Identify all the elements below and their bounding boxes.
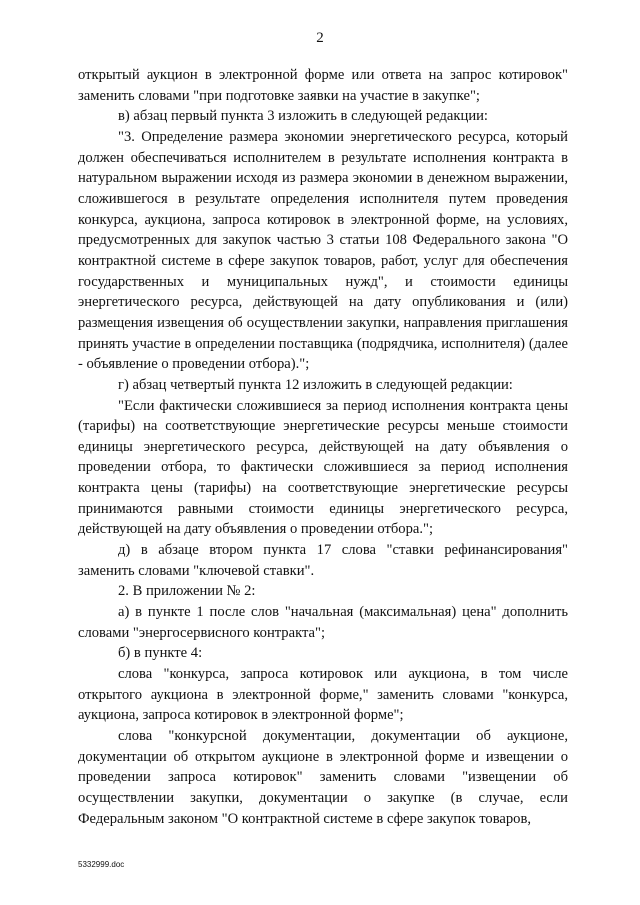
document-footer: 5332999.doc	[78, 860, 125, 869]
paragraph-item-g: г) абзац четвертый пункта 12 изложить в следующей редакции:	[118, 376, 513, 393]
document-body	[78, 65, 568, 829]
paragraph-item-v: в) абзац первый пункта 3 изложить в следующей редакции:	[118, 108, 488, 125]
paragraph-words-replace-1: слова "конкурса, запроса котировок или аукциона, в том числе открытого аукциона в электронной форме," заменить словами "конкурса, аукциона, запроса котировок в электронной форме";	[78, 666, 568, 724]
paragraph-item-b: б) в пункте 4:	[118, 645, 203, 662]
paragraph-words-replace-2: слова "конкурсной документации, документации об аукционе, документации об открытом аукционе в электронной форме и извещении о проведении запроса котировок" заменить словами "извещении об осуществлении закупки, документации о закупке (в случае, если Федеральным законом "О контрактной системе в сфере закупок товаров,	[78, 728, 568, 827]
paragraph-item-a: а) в пункте 1 после слов "начальная (максимальная) цена" дополнить словами "энергосервисного контракта";	[78, 604, 568, 641]
paragraph-continuation: открытый аукцион в электронной форме или ответа на запрос котировок" заменить словами "при подготовке заявки на участие в закупке";	[78, 67, 568, 104]
paragraph-quote-point-3: "3. Определение размера экономии энергетического ресурса, который должен обеспечиваться исполнителем в результате исполнения контракта в натуральном выражении исходя из размера экономии в денежном выражении, сложившегося в результате определения исполнителя путем проведения конкурса, аукциона, запроса котировок в электронной форме, на условиях, предусмотренных для закупок частью 3 статьи 108 Федерального закона "О контрактной системе в сфере закупок товаров, работ, услуг для обеспечения государственных и муниципальных нужд", и стоимости единицы энергетического ресурса, действующей на дату опубликования и (или) размещения извещения об осуществлении закупки, направления приглашения принять участие в определении поставщика (подрядчика, исполнителя) (далее - объявление о проведении отбора).";	[78, 128, 568, 373]
paragraph-quote-point-12: "Если фактически сложившиеся за период исполнения контракта цены (тарифы) на соответствующие энергетические ресурсы меньше стоимости единицы энергетического ресурса, действующей на дату объявления о проведении отбора, то фактически сложившиеся за период исполнения контракта цены (тарифы) на соответствующие энергетические ресурсы принимаются равными стоимости единицы энергетического ресурса, действующей на дату объявления о проведении отбора.";	[78, 397, 568, 538]
page-number: 2	[316, 30, 324, 46]
paragraph-item-d: д) в абзаце втором пункта 17 слова "ставки рефинансирования" заменить словами "ключевой ставки".	[78, 542, 568, 579]
paragraph-appendix-2: 2. В приложении № 2:	[118, 583, 256, 600]
